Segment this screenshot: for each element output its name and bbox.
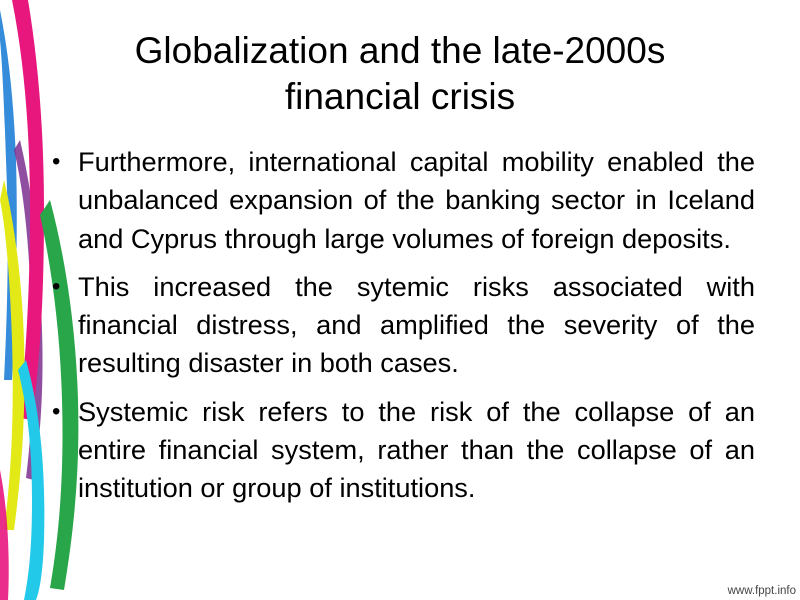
- bullet-item: [50, 393, 755, 508]
- slide-title: [60, 28, 740, 120]
- bullet-icon: •: [52, 272, 61, 300]
- bullet-text: Furthermore, international capital mobility enabled the unbalanced expansion of the banking sector in Iceland and Cyprus through large volumes of foreign deposits.: [78, 146, 755, 254]
- slide-title-line-1: Globalization and the late-2000s: [134, 30, 666, 71]
- bullet-text: Systemic risk refers to the risk of the collapse of an entire financial system, rather than the collapse of an institution or group of institutions.: [78, 395, 755, 504]
- ribbon-magenta-accent: [0, 470, 9, 600]
- bullet-text: This increased the sytemic risks associated with financial distress, and amplified the severity of the resulting disaster in both cases.: [78, 270, 755, 379]
- footer-watermark: www.fppt.info: [727, 585, 796, 597]
- bullet-icon: •: [52, 397, 61, 425]
- bullet-icon: •: [52, 148, 61, 175]
- bullet-item: [50, 268, 755, 383]
- bullet-list: [50, 143, 755, 518]
- slide-title-line-2: financial crisis: [284, 76, 516, 117]
- bullet-item: [50, 143, 755, 258]
